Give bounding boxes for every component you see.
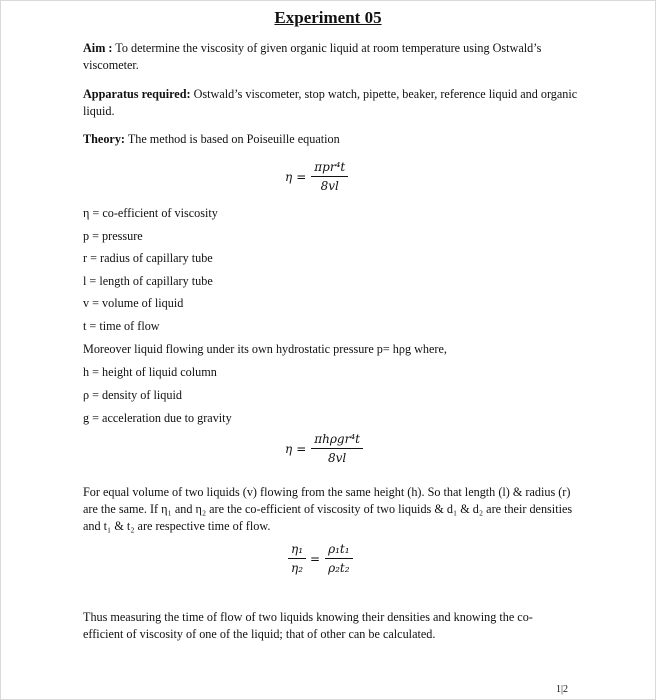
equation-ratio	[288, 542, 353, 575]
definition-item: p = pressure	[83, 229, 143, 243]
apparatus-label: Apparatus required:	[83, 87, 191, 101]
definition-item: η = co-efficient of viscosity	[83, 206, 218, 220]
aim-label: Aim :	[83, 41, 113, 55]
aim-paragraph	[83, 40, 583, 74]
equals-sign: =	[296, 441, 307, 456]
apparatus-text: Ostwald’s viscometer, stop watch, pipette, beaker, reference liquid and organic liquid.	[83, 87, 578, 118]
conclusion-paragraph: Thus measuring the time of flow of two liquids knowing their densities and knowing the co-efficient of viscosity of one of the liquid; that of other can be calculated.	[83, 610, 533, 641]
equation1-denominator: 8vl	[320, 179, 339, 193]
definition-item: l = length of capillary tube	[83, 274, 213, 288]
theory-label: Theory:	[83, 132, 125, 146]
page-title: Experiment 05	[274, 8, 382, 27]
equation3-rhs-numerator: ρ₁t₁	[325, 542, 353, 559]
equation2-lhs: η	[285, 441, 293, 456]
equation2-fraction	[311, 432, 363, 465]
theory-paragraph	[83, 131, 583, 148]
equation3-rhs-denominator: ρ₂t₂	[328, 561, 350, 575]
equation2-numerator: πhρgr⁴t	[311, 432, 363, 449]
definition-item: h = height of liquid column	[83, 365, 217, 379]
definition-item: v = volume of liquid	[83, 296, 184, 310]
equation2-denominator: 8vl	[328, 451, 347, 465]
theory-text: The method is based on Poiseuille equation	[127, 132, 340, 146]
definition-item: g = acceleration due to gravity	[83, 411, 232, 425]
equation3-lhs-numerator: η₁	[288, 542, 306, 559]
equation1-numerator: πpr⁴t	[311, 160, 348, 177]
equation-hydrostatic	[285, 432, 363, 465]
definition-item: ρ = density of liquid	[83, 388, 182, 402]
definition-item: t = time of flow	[83, 319, 160, 333]
equals-sign: =	[310, 551, 321, 566]
hydrostatic-text: Moreover liquid flowing under its own hydrostatic pressure p= hρg where,	[83, 342, 447, 356]
equation-poiseuille	[285, 160, 348, 193]
aim-text: To determine the viscosity of given organic liquid at room temperature using Ostwald’s viscometer.	[83, 41, 542, 72]
equation1-lhs: η	[285, 169, 293, 184]
page-number: 1|2	[556, 684, 569, 695]
equation3-lhs-fraction	[288, 542, 306, 575]
equation1-fraction	[311, 160, 348, 193]
equation3-rhs-fraction	[325, 542, 353, 575]
apparatus-paragraph	[83, 86, 583, 120]
definition-item: r = radius of capillary tube	[83, 251, 213, 265]
equals-sign: =	[296, 169, 307, 184]
equal-volume-paragraph: For equal volume of two liquids (v) flowing from the same height (h). So that length (l) & radius (r) are the same. If η₁ and η₂ are the co-efficient of viscosity of two liquids & d₁ & d₂ are their densities and t₁ & t₂ are respective time of flow.	[83, 485, 573, 533]
equation3-lhs-denominator: η₂	[291, 561, 303, 575]
